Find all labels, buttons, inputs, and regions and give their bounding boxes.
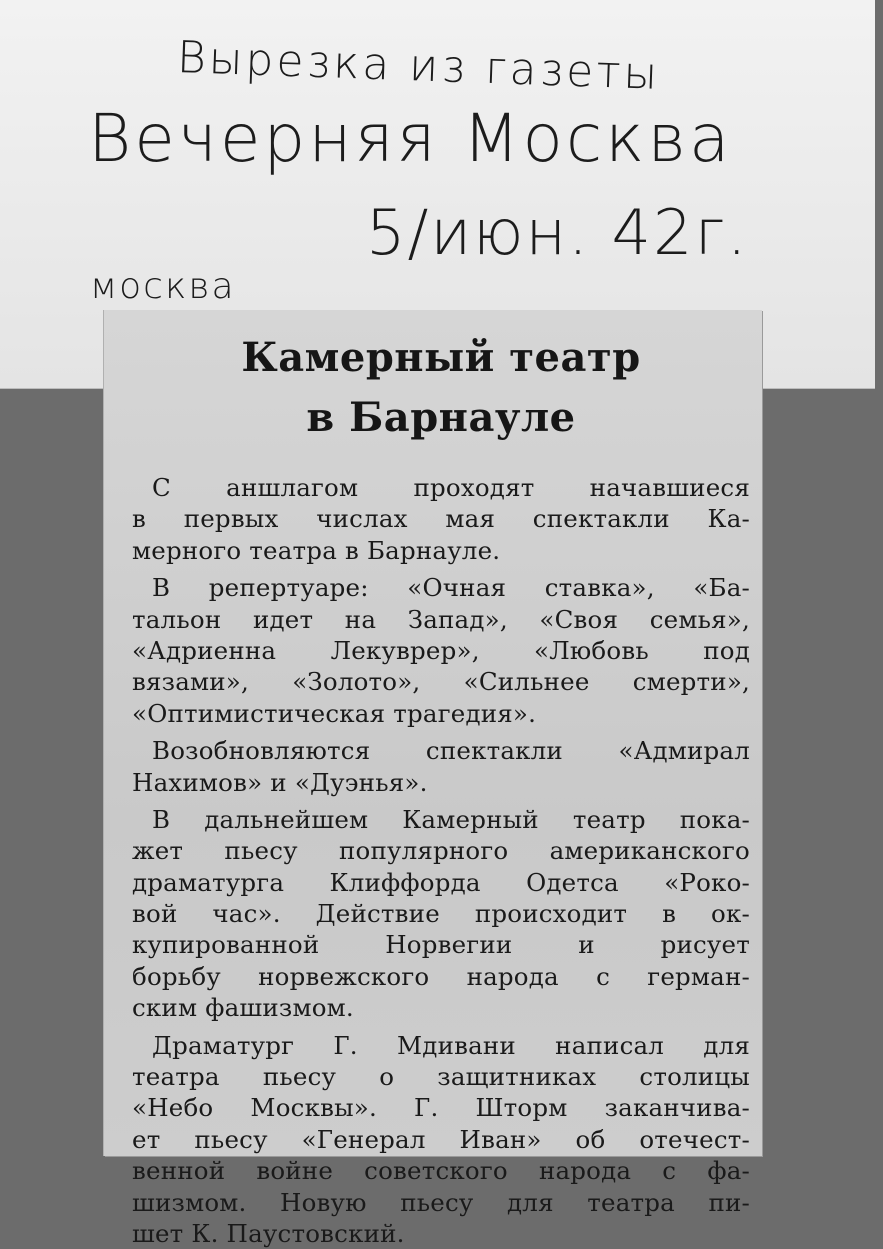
article-line: «Адриенна Лекуврер», «Любовь под <box>132 635 750 665</box>
label-newspaper-name: Вечерняя Москва <box>88 100 733 177</box>
article-line: драматурга Клиффорда Одетса «Роко- <box>132 867 750 897</box>
article-line: борьбу норвежского народа с герман- <box>132 961 750 991</box>
article-line: «Небо Москвы». Г. Шторм заканчива- <box>132 1093 750 1123</box>
article-title-line-2: в Барнауле <box>306 394 576 441</box>
article-paragraph <box>132 735 750 798</box>
article-body <box>132 472 750 1249</box>
article-line: театра пьесу о защитниках столицы <box>132 1062 750 1092</box>
article-line: тальон идет на Запад», «Своя семья», <box>132 604 750 634</box>
article-paragraph <box>132 472 750 566</box>
article-line: в первых числах мая спектакли Ка- <box>132 504 750 534</box>
article-line: шизмом. Новую пьесу для театра пи- <box>132 1187 750 1217</box>
article-line: С аншлагом проходят начавшиеся <box>152 473 750 502</box>
article-title-line-1: Камерный театр <box>241 334 641 381</box>
article-line: вой час». Действие происходит в ок- <box>132 899 750 929</box>
article-paragraph <box>132 1030 750 1249</box>
article-line: жет пьесу популярного американского <box>132 836 750 866</box>
label-city: москва <box>90 266 236 307</box>
article-line: В дальнейшем Камерный театр пока- <box>152 804 750 834</box>
article-line: ским фашизмом. <box>132 993 354 1023</box>
article-paragraph <box>132 572 750 729</box>
newspaper-clipping <box>104 310 762 1248</box>
label-date: 5/июн. 42г. <box>366 196 749 269</box>
article-line: Нахимов» и «Дуэнья». <box>132 767 428 797</box>
article-line: Драматург Г. Мдивани написал для <box>152 1030 750 1060</box>
article-line: мерного театра в Барнауле. <box>132 535 501 565</box>
article-title <box>132 328 750 448</box>
article-line: купированной Норвегии и рисует <box>132 930 750 960</box>
article-line: ет пьесу «Генерал Иван» об отечест- <box>132 1124 750 1154</box>
article-line: В репертуаре: «Очная ставка», «Ба- <box>152 573 750 603</box>
label-source-caption: Вырезка из газеты <box>176 32 662 100</box>
article-line: вязами», «Золото», «Сильнее смерти», <box>132 667 750 697</box>
article-line: венной войне советского народа с фа- <box>132 1156 750 1186</box>
article-line: Возобновляются спектакли «Адмирал <box>152 736 750 766</box>
article-line: шет К. Паустовский. <box>132 1218 405 1248</box>
article-paragraph <box>132 804 750 1024</box>
article-line: «Оптимистическая трагедия». <box>132 698 537 728</box>
